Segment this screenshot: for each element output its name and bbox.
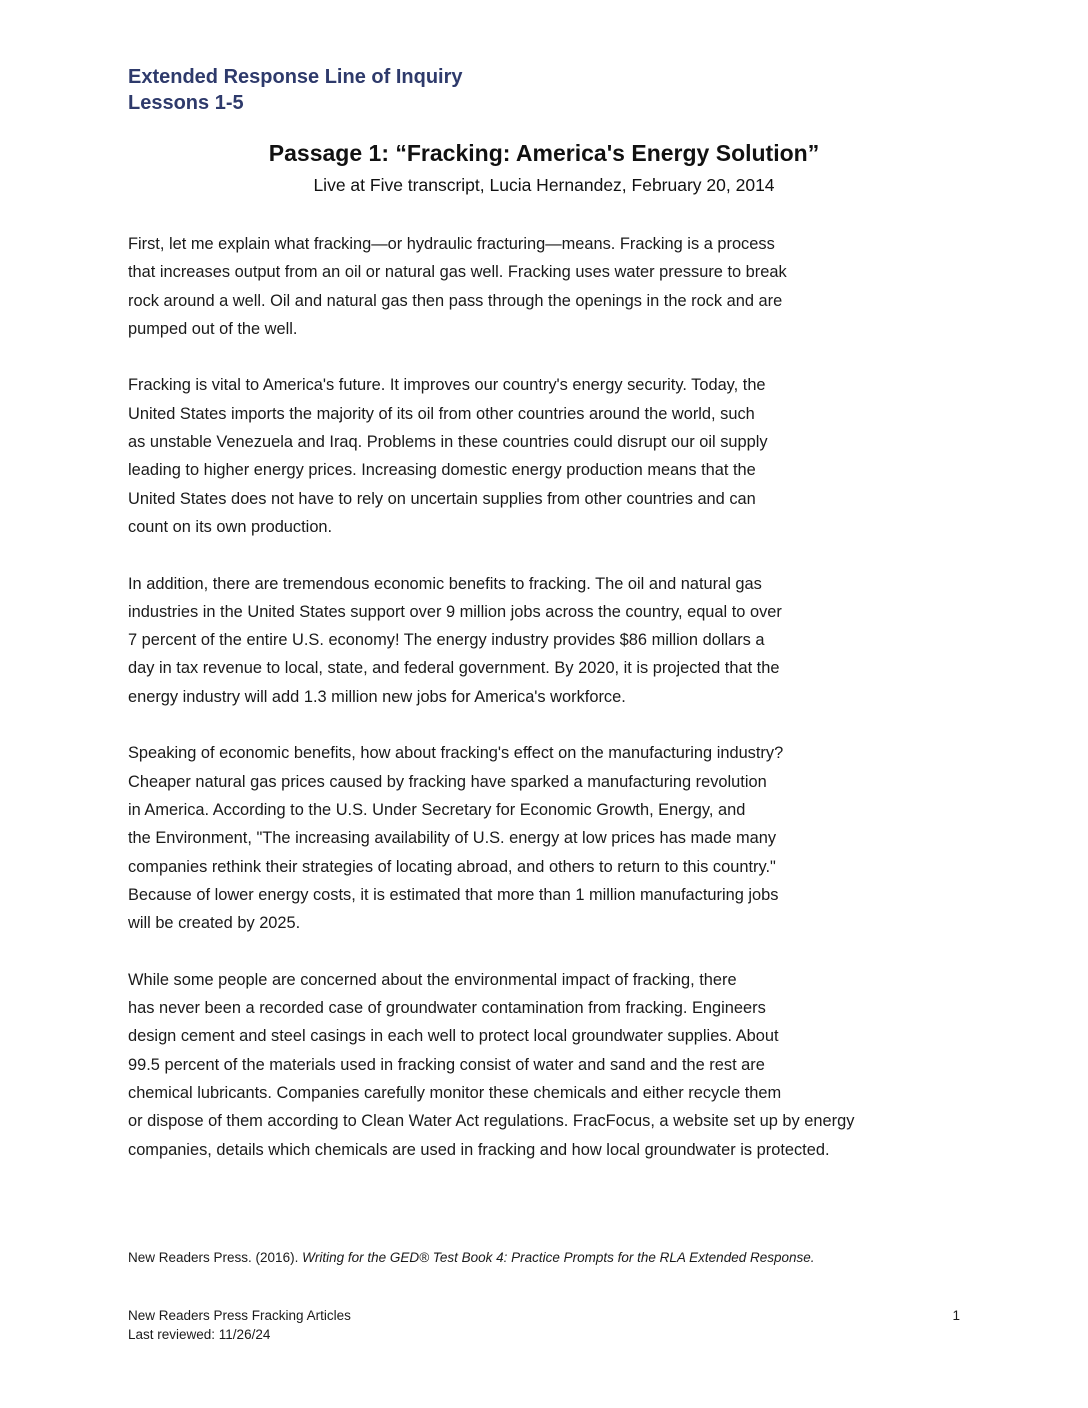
paragraph-line: Speaking of economic benefits, how about fracking's effect on the manufacturing industry? — [128, 744, 784, 763]
paragraph — [128, 966, 948, 1164]
footer-line-title: New Readers Press Fracking Articles — [128, 1308, 351, 1323]
paragraph-line: industries in the United States support over 9 million jobs across the country, equal to over — [128, 602, 782, 621]
document-header — [128, 64, 463, 116]
citation-work: Writing for the GED® Test Book 4: Practice Prompts for the RLA Extended Response. — [302, 1250, 815, 1265]
page-number: 1 — [952, 1308, 960, 1323]
paragraph-line: that increases output from an oil or natural gas well. Fracking uses water pressure to break — [128, 263, 787, 282]
paragraph-line: will be created by 2025. — [128, 914, 301, 933]
paragraph-line: 99.5 percent of the materials used in fracking consist of water and sand and the rest are — [128, 1055, 765, 1074]
passage-title: Passage 1: “Fracking: America's Energy Solution” — [268, 140, 820, 166]
paragraph-line: count on its own production. — [128, 517, 333, 536]
paragraph — [128, 570, 948, 711]
paragraph-line: in America. According to the U.S. Under Secretary for Economic Growth, Energy, and — [128, 800, 746, 819]
paragraph-line: as unstable Venezuela and Iraq. Problems in these countries could disrupt our oil supply — [128, 433, 768, 452]
paragraph-gap — [128, 711, 948, 739]
paragraph-line: companies, details which chemicals are used in fracking and how local groundwater is protected. — [128, 1140, 830, 1159]
paragraph-line: Because of lower energy costs, it is estimated that more than 1 million manufacturing jobs — [128, 885, 779, 904]
paragraph-gap — [128, 937, 948, 965]
footer-line-reviewed: Last reviewed: 11/26/24 — [128, 1327, 271, 1342]
paragraph-line: In addition, there are tremendous economic benefits to fracking. The oil and natural gas — [128, 574, 762, 593]
header-line-title: Extended Response Line of Inquiry — [128, 66, 463, 88]
paragraph-line: leading to higher energy prices. Increasing domestic energy production means that the — [128, 461, 756, 480]
paragraph-line: United States imports the majority of its oil from other countries around the world, such — [128, 404, 755, 423]
citation — [128, 1249, 815, 1267]
paragraph-line: First, let me explain what fracking—or hydraulic fracturing—means. Fracking is a process — [128, 235, 775, 253]
paragraph-line: rock around a well. Oil and natural gas then pass through the openings in the rock and are — [128, 291, 783, 310]
paragraph-line: day in tax revenue to local, state, and federal government. By 2020, it is projected that the — [128, 659, 780, 678]
passage-body — [128, 230, 948, 1164]
paragraph-line: the Environment, "The increasing availability of U.S. energy at low prices has made many — [128, 829, 777, 848]
paragraph-line: Fracking is vital to America's future. It improves our country's energy security. Today, the — [128, 376, 766, 395]
passage-subtitle: Live at Five transcript, Lucia Hernandez, February 20, 2014 — [313, 175, 775, 195]
paragraph-line: 7 percent of the entire U.S. economy! The energy industry provides $86 million dollars a — [128, 631, 765, 650]
paragraph-line: Cheaper natural gas prices caused by fracking have sparked a manufacturing revolution — [128, 772, 767, 791]
paragraph-line: While some people are concerned about the environmental impact of fracking, there — [128, 970, 737, 989]
paragraph-gap — [128, 343, 948, 371]
paragraph — [128, 230, 948, 343]
citation-prefix: New Readers Press. (2016). — [128, 1250, 303, 1265]
header-line-lessons: Lessons 1-5 — [128, 92, 244, 114]
paragraph-gap — [128, 541, 948, 569]
paragraph-line: energy industry will add 1.3 million new jobs for America's workforce. — [128, 687, 626, 706]
paragraph-line: companies rethink their strategies of locating abroad, and others to return to this country." — [128, 857, 776, 876]
paragraph-line: design cement and steel casings in each well to protect local groundwater supplies. About — [128, 1027, 779, 1046]
paragraph-line: has never been a recorded case of groundwater contamination from fracking. Engineers — [128, 999, 766, 1018]
paragraph — [128, 739, 948, 937]
paragraph-line: United States does not have to rely on uncertain supplies from other countries and can — [128, 489, 756, 508]
paragraph-line: or dispose of them according to Clean Water Act regulations. FracFocus, a website set up by energy — [128, 1112, 855, 1131]
footer — [128, 1306, 351, 1344]
paragraph — [128, 371, 948, 541]
paragraph-line: chemical lubricants. Companies carefully monitor these chemicals and either recycle them — [128, 1083, 782, 1102]
paragraph-line: pumped out of the well. — [128, 319, 298, 338]
